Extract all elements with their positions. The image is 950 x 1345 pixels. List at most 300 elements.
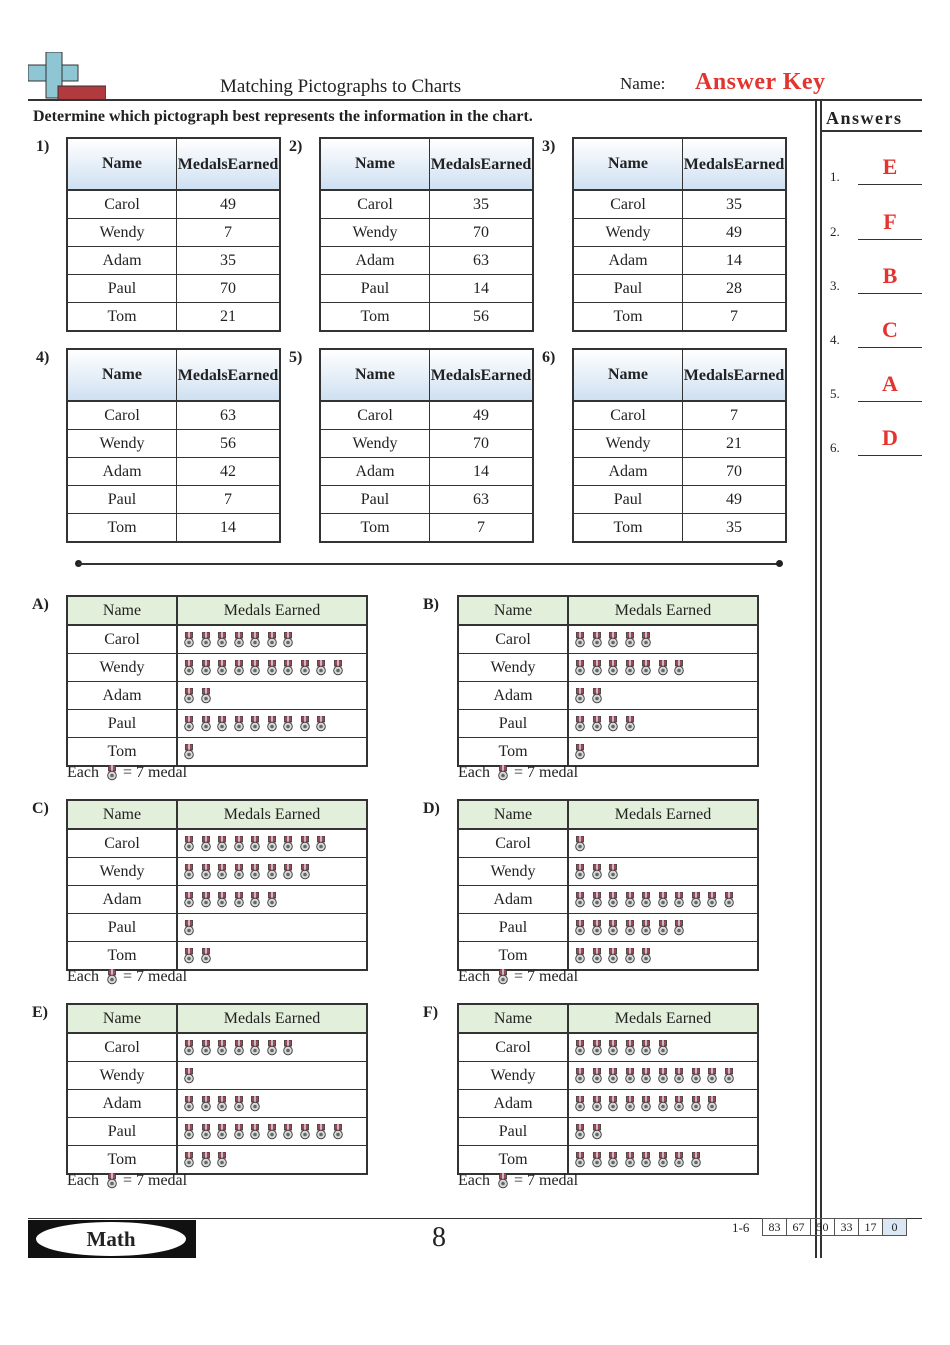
medal-icon (217, 836, 227, 852)
medal-icon (267, 1040, 277, 1056)
medal-icon (575, 1152, 585, 1168)
medal-icon (658, 892, 668, 908)
cell-name: Adam (459, 886, 569, 913)
table-row (68, 738, 366, 765)
cell-name: Tom (459, 1146, 569, 1173)
cell-name: Adam (321, 458, 430, 485)
question-label: 3) (542, 138, 556, 155)
header-line: Earned (480, 366, 532, 384)
cell-value: 7 (224, 490, 232, 508)
medal-icon (658, 1096, 668, 1112)
cell-name: Paul (574, 275, 683, 302)
header-name: Name (574, 350, 683, 400)
score-boxes (763, 1218, 907, 1236)
header-medals-earned: Medals Earned (614, 601, 712, 619)
header-medals-earned (177, 350, 279, 400)
cell-name: Paul (68, 710, 178, 737)
score-box: 67 (786, 1218, 811, 1236)
table-row (68, 914, 366, 942)
medal-icon (625, 1040, 635, 1056)
answer-row (830, 210, 922, 240)
medal-icons (569, 830, 757, 857)
cell-name: Adam (68, 458, 177, 485)
medal-icon (234, 892, 244, 908)
answer-row (830, 264, 922, 294)
medal-icon (201, 836, 211, 852)
table-row (68, 710, 366, 738)
cell-name: Carol (321, 402, 430, 429)
score-box: 83 (762, 1218, 787, 1236)
medal-icon (625, 1152, 635, 1168)
medal-icon (184, 744, 194, 760)
medal-icon (575, 1096, 585, 1112)
medal-icon (217, 632, 227, 648)
cell-name: Wendy (68, 1062, 178, 1089)
header-name: Name (321, 139, 430, 189)
table-row (321, 514, 532, 541)
answer-column-border (815, 101, 817, 1258)
table-header (68, 139, 279, 191)
medal-icons (569, 1118, 757, 1145)
answer-value: A (882, 371, 898, 396)
medal-icon (691, 1152, 701, 1168)
medal-icons (569, 626, 757, 653)
math-badge-label: Math (36, 1222, 186, 1256)
medal-icon (674, 892, 684, 908)
medal-icon (498, 969, 508, 985)
table-row (68, 1090, 366, 1118)
medal-icon (625, 1068, 635, 1084)
medal-icon (234, 1040, 244, 1056)
medal-icon (625, 948, 635, 964)
medal-icon (267, 836, 277, 852)
medal-icon (283, 1040, 293, 1056)
medal-icon (217, 1152, 227, 1168)
answer-line (858, 401, 922, 402)
answer-value: D (882, 425, 898, 450)
table-row (68, 486, 279, 514)
table-header (68, 1005, 366, 1034)
medal-icon (234, 836, 244, 852)
medal-icons (569, 710, 757, 737)
medal-icon (300, 864, 310, 880)
cell-name: Tom (459, 738, 569, 765)
medal-icon (217, 1096, 227, 1112)
header-line: Earned (227, 366, 279, 384)
medal-icon (592, 920, 602, 936)
key-suffix: = 7 medal (122, 968, 188, 985)
medal-icon (234, 660, 244, 676)
table-header (321, 350, 532, 402)
cell-name: Paul (459, 1118, 569, 1145)
medal-icon (592, 1040, 602, 1056)
cell-name: Tom (68, 1146, 178, 1173)
option-label: D) (423, 800, 440, 817)
table-row (68, 1118, 366, 1146)
table-row (459, 626, 757, 654)
medal-icon (267, 864, 277, 880)
table-row (574, 275, 785, 303)
medal-icon (724, 892, 734, 908)
table-row (574, 247, 785, 275)
answer-line (858, 293, 922, 294)
table-header (68, 597, 366, 626)
medal-icon (674, 660, 684, 676)
medal-icon (184, 864, 194, 880)
cell-value: 63 (220, 406, 236, 424)
medal-icon (592, 948, 602, 964)
score-box: 33 (834, 1218, 859, 1236)
cell-name: Carol (459, 1034, 569, 1061)
medal-icon (316, 1124, 326, 1140)
table-row (459, 682, 757, 710)
header-medals-earned: Medals Earned (614, 805, 712, 823)
cell-name: Adam (68, 682, 178, 709)
medal-icon (641, 660, 651, 676)
cell-value: 35 (473, 195, 489, 213)
question-label: 5) (289, 349, 303, 366)
header-name: Name (68, 350, 177, 400)
header-line: Earned (227, 155, 279, 173)
table-row (574, 486, 785, 514)
data-table (66, 137, 281, 332)
header-line: Medals (683, 155, 734, 173)
page-number: 8 (432, 1222, 446, 1253)
medal-icon (641, 1068, 651, 1084)
cell-value: 7 (730, 307, 738, 325)
cell-name: Tom (68, 303, 177, 330)
cell-name: Wendy (574, 219, 683, 246)
cell-name: Paul (68, 914, 178, 941)
answer-line (858, 184, 922, 185)
medal-icon (575, 744, 585, 760)
medal-icon (575, 892, 585, 908)
table-row (68, 830, 366, 858)
header-divider (28, 99, 922, 101)
medal-icon (250, 660, 260, 676)
medal-icon (625, 632, 635, 648)
table-header (68, 350, 279, 402)
cell-value: 49 (726, 490, 742, 508)
table-row (68, 458, 279, 486)
medal-icons (569, 738, 757, 765)
cell-name: Carol (68, 1034, 178, 1061)
table-row (321, 275, 532, 303)
score-box: 0 (882, 1218, 907, 1236)
medal-icons (569, 942, 757, 969)
medal-icon (592, 1096, 602, 1112)
pictograph-key (67, 1172, 187, 1190)
table-row (574, 458, 785, 486)
medal-icon (658, 1152, 668, 1168)
cell-name: Wendy (459, 858, 569, 885)
answer-number: 4. (830, 332, 840, 347)
answer-row (830, 372, 922, 402)
cell-name: Tom (459, 942, 569, 969)
data-table (572, 137, 787, 332)
medal-icon (641, 1096, 651, 1112)
header-line: Medals (683, 366, 734, 384)
header-name: Name (321, 350, 430, 400)
cell-value: 14 (473, 462, 489, 480)
header-line: Earned (733, 155, 785, 173)
medal-icon (107, 765, 117, 781)
section-divider (78, 563, 780, 565)
medal-icon (641, 948, 651, 964)
cell-name: Carol (68, 191, 177, 218)
medal-icon (267, 1124, 277, 1140)
medal-icon (608, 1096, 618, 1112)
option-label: E) (32, 1004, 48, 1021)
header-medals-earned (430, 139, 532, 189)
medal-icon (674, 1152, 684, 1168)
cell-value: 14 (726, 251, 742, 269)
table-header (459, 1005, 757, 1034)
cell-name: Wendy (321, 219, 430, 246)
pictograph-table (66, 1003, 368, 1175)
medal-icon (250, 1124, 260, 1140)
cell-name: Carol (459, 626, 569, 653)
cell-name: Adam (459, 682, 569, 709)
header-medals-earned (683, 139, 785, 189)
answer-number: 3. (830, 278, 840, 293)
cell-name: Wendy (68, 430, 177, 457)
medal-icon (592, 688, 602, 704)
medal-icons (178, 886, 366, 913)
option-label: A) (32, 596, 49, 613)
medal-icon (234, 1096, 244, 1112)
medal-icon (641, 892, 651, 908)
cell-value: 21 (726, 434, 742, 452)
cell-value: 7 (224, 223, 232, 241)
medal-icon (217, 716, 227, 732)
answer-column-border (820, 101, 822, 1258)
medal-icon (184, 1096, 194, 1112)
question-label: 2) (289, 138, 303, 155)
medal-icon (184, 920, 194, 936)
table-row (68, 247, 279, 275)
cell-value: 14 (473, 279, 489, 297)
medal-icons (569, 1090, 757, 1117)
header-medals-earned (430, 350, 532, 400)
medal-icon (250, 1096, 260, 1112)
header-medals-earned: Medals Earned (223, 805, 321, 823)
cell-value: 49 (726, 223, 742, 241)
medal-icon (575, 864, 585, 880)
cell-name: Adam (68, 247, 177, 274)
table-row (68, 858, 366, 886)
medal-icon (674, 920, 684, 936)
table-header (459, 801, 757, 830)
table-row (68, 191, 279, 219)
medal-icon (201, 660, 211, 676)
cell-name: Carol (68, 402, 177, 429)
medal-icon (625, 892, 635, 908)
key-suffix: = 7 medal (122, 1172, 188, 1189)
medal-icon (300, 836, 310, 852)
table-row (68, 219, 279, 247)
medal-icon (498, 765, 508, 781)
medal-icon (201, 1124, 211, 1140)
name-label: Name: (620, 74, 666, 93)
cell-name: Wendy (68, 654, 178, 681)
cell-name: Adam (574, 247, 683, 274)
table-row (321, 430, 532, 458)
table-row (68, 514, 279, 541)
medal-icon (592, 892, 602, 908)
cell-name: Wendy (68, 858, 178, 885)
medal-icons (178, 1090, 366, 1117)
medal-icon (641, 1040, 651, 1056)
medal-icon (217, 892, 227, 908)
medal-icon (300, 716, 310, 732)
header-name: Name (459, 597, 569, 624)
table-row (574, 514, 785, 541)
medal-icon (608, 920, 618, 936)
medal-icons (569, 858, 757, 885)
key-suffix: = 7 medal (513, 968, 579, 985)
cell-value: 35 (726, 195, 742, 213)
medal-icon (641, 632, 651, 648)
key-prefix: Each (458, 968, 490, 985)
medal-icon (608, 1152, 618, 1168)
header-name: Name (459, 801, 569, 828)
cell-name: Paul (321, 275, 430, 302)
cell-name: Tom (68, 738, 178, 765)
table-row (68, 682, 366, 710)
medal-icon (217, 660, 227, 676)
header-medals-earned: Medals Earned (614, 1009, 712, 1027)
medal-icon (184, 1068, 194, 1084)
header-line: Medals (430, 366, 481, 384)
header-name: Name (68, 1005, 178, 1032)
table-row (68, 942, 366, 969)
medal-icon (184, 660, 194, 676)
medal-icon (234, 716, 244, 732)
table-row (68, 1062, 366, 1090)
table-row (459, 1062, 757, 1090)
table-row (574, 303, 785, 330)
medal-icons (178, 830, 366, 857)
table-row (68, 886, 366, 914)
header-medals-earned: Medals Earned (223, 1009, 321, 1027)
medal-icons (178, 914, 366, 941)
table-row (459, 942, 757, 969)
answers-title: Answers (826, 108, 903, 128)
medal-icon (641, 1152, 651, 1168)
cell-value: 28 (726, 279, 742, 297)
medal-icon (625, 1096, 635, 1112)
medal-icon (234, 1124, 244, 1140)
cell-name: Paul (68, 275, 177, 302)
answer-key-text: Answer Key (695, 69, 826, 95)
medal-icon (250, 716, 260, 732)
medal-icon (267, 632, 277, 648)
medal-icon (608, 1068, 618, 1084)
medal-icon (575, 688, 585, 704)
medal-icons (569, 886, 757, 913)
medal-icon (592, 1152, 602, 1168)
cell-value: 35 (220, 251, 236, 269)
cell-value: 56 (473, 307, 489, 325)
cell-name: Paul (68, 1118, 178, 1145)
cell-name: Carol (68, 830, 178, 857)
medal-icon (201, 892, 211, 908)
question-label: 4) (36, 349, 50, 366)
answer-number: 1. (830, 169, 840, 184)
data-table (572, 348, 787, 543)
medal-icon (250, 892, 260, 908)
medal-icon (592, 632, 602, 648)
medal-icon (707, 1068, 717, 1084)
medal-icon (575, 920, 585, 936)
table-row (459, 710, 757, 738)
medal-icon (707, 1096, 717, 1112)
cell-name: Wendy (459, 654, 569, 681)
score-range-label: 1-6 (732, 1220, 750, 1235)
header-name: Name (68, 801, 178, 828)
medal-icon (658, 920, 668, 936)
cell-value: 14 (220, 518, 236, 536)
cell-name: Wendy (321, 430, 430, 457)
medal-icon (625, 660, 635, 676)
medal-icon (625, 716, 635, 732)
table-row (459, 914, 757, 942)
medal-icons (178, 942, 366, 969)
medal-icons (178, 654, 366, 681)
medal-icons (178, 710, 366, 737)
table-row (68, 275, 279, 303)
table-row (68, 654, 366, 682)
medal-icon (592, 864, 602, 880)
medal-icon (201, 716, 211, 732)
medal-icon (184, 1124, 194, 1140)
medal-icon (201, 864, 211, 880)
medal-icon (184, 632, 194, 648)
medal-icon (217, 864, 227, 880)
medal-icons (569, 682, 757, 709)
medal-icons (569, 1146, 757, 1173)
answer-line (858, 347, 922, 348)
header-name: Name (459, 1005, 569, 1032)
medal-icon (674, 1068, 684, 1084)
answer-line (858, 239, 922, 240)
score-box: 50 (810, 1218, 835, 1236)
medal-icon (575, 1124, 585, 1140)
medal-icon (608, 864, 618, 880)
medal-icon (217, 1040, 227, 1056)
answer-row (830, 318, 922, 348)
medal-icon (250, 1040, 260, 1056)
medal-icon (625, 920, 635, 936)
answer-value: E (882, 154, 898, 179)
cell-value: 21 (220, 307, 236, 325)
medal-icons (178, 858, 366, 885)
key-prefix: Each (458, 764, 490, 781)
medal-icon (107, 969, 117, 985)
data-table (66, 348, 281, 543)
table-row (574, 402, 785, 430)
cell-value: 63 (473, 490, 489, 508)
table-row (459, 1146, 757, 1173)
medal-icon (283, 660, 293, 676)
medal-icon (575, 660, 585, 676)
table-row (321, 402, 532, 430)
table-row (68, 430, 279, 458)
header-line: Medals (177, 366, 228, 384)
medal-icon (267, 892, 277, 908)
medal-icons (178, 1146, 366, 1173)
